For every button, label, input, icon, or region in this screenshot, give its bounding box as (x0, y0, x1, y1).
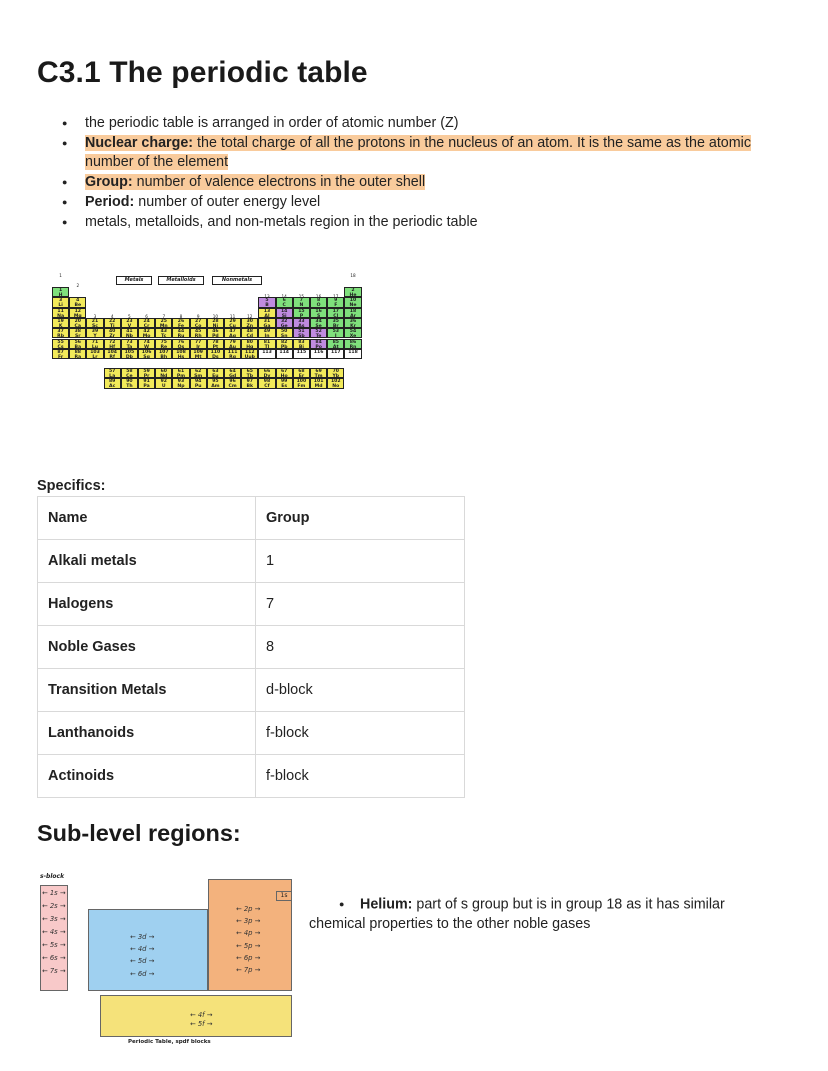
s-row-label: ← 1s → (42, 889, 66, 897)
legend-nonmetals: Nonmetals (212, 276, 262, 285)
bullet-text: the total charge of all the protons in the nucleus of an atom. It is the same as the atomic number of the element (85, 134, 751, 171)
element-cell: 2 He (344, 287, 361, 297)
element-cell: 38 Sr (69, 328, 86, 338)
header-name: Name (38, 497, 256, 540)
element-cell: 118 (344, 349, 361, 359)
actinoid-cell: 94 Pu (190, 378, 207, 388)
group-number: 15 (298, 293, 305, 299)
table-row (38, 626, 465, 669)
element-cell: 110 Ds (207, 349, 224, 359)
s-row-label: ← 4s → (42, 927, 66, 936)
element-cell: 103 Lr (86, 349, 103, 359)
actinoid-cell: 96 Cm (224, 378, 241, 388)
lanthanoid-cell: 70 Yb (327, 368, 344, 378)
group-number: 4 (110, 314, 114, 320)
bullet-term: Group: (85, 174, 133, 191)
element-cell: 12 Mg (69, 308, 86, 318)
element-cell: 71 Lu (86, 339, 103, 349)
helium-text: part of s group but is in group 18 as it has similar chemical properties to the other noble gases (309, 896, 725, 933)
cell-name: Alkali metals (38, 540, 256, 583)
lanthanoid-cell: 69 Tm (310, 368, 327, 378)
element-cell: 44 Ru (172, 328, 189, 338)
f-row-label: ← 5f → (190, 1020, 213, 1029)
element-cell: 49 In (258, 328, 275, 338)
bullet-term: Nuclear charge: (85, 134, 194, 151)
element-cell: 42 Mo (138, 328, 155, 338)
element-cell: 104 Rf (104, 349, 121, 359)
cell-group: 7 (256, 583, 465, 626)
lanthanoid-cell: 58 Ce (121, 368, 138, 378)
cell-group: 8 (256, 626, 465, 669)
table-row (38, 669, 465, 712)
element-cell: 80 Hg (241, 339, 258, 349)
element-cell: 45 Rh (190, 328, 207, 338)
lanthanoid-cell: 66 Dy (258, 368, 275, 378)
element-cell: 17 Cl (327, 308, 344, 318)
bullet-text: number of outer energy level (134, 193, 321, 210)
group-number: 18 (350, 273, 356, 278)
element-cell: 1 H (52, 287, 69, 297)
group-number: 3 (93, 314, 97, 320)
lanthanoid-cell: 62 Sm (190, 368, 207, 378)
element-cell: 4 Be (69, 297, 86, 307)
element-cell: 79 Au (224, 339, 241, 349)
element-cell: 6 C (276, 297, 293, 307)
element-cell: 51 Sb (293, 328, 310, 338)
element-cell: 36 Kr (344, 318, 361, 328)
cell-name: Transition Metals (38, 669, 256, 712)
bullet-term: Period: (85, 193, 135, 210)
group-number: 10 (212, 314, 219, 320)
header-group: Group (256, 497, 465, 540)
table-row (38, 755, 465, 798)
element-cell: 48 Cd (241, 328, 258, 338)
lanthanoid-cell: 59 Pr (138, 368, 155, 378)
actinoid-cell: 102 No (327, 378, 344, 388)
element-cell: 74 W (138, 339, 155, 349)
element-cell: 14 Si (276, 308, 293, 318)
element-cell: 47 Ag (224, 328, 241, 338)
p-row-label: ← 4p → (236, 929, 261, 938)
actinoid-cell: 90 Th (121, 378, 138, 388)
element-cell: 16 S (310, 308, 327, 318)
lanthanoid-cell: 63 Eu (207, 368, 224, 378)
element-cell: 21 Sc (86, 318, 103, 328)
s-row-label: ← 2s → (42, 901, 66, 910)
table-row (38, 583, 465, 626)
lanthanoid-cell: 67 Ho (276, 368, 293, 378)
element-cell: 32 Ge (276, 318, 293, 328)
element-cell: 56 Ba (69, 339, 86, 349)
p-row-label: ← 5p → (236, 941, 261, 950)
cell-name: Actinoids (38, 755, 256, 798)
actinoid-cell: 97 Bk (241, 378, 258, 388)
element-cell: 108 Hs (172, 349, 189, 359)
element-cell: 8 O (310, 297, 327, 307)
element-cell: 113 (258, 349, 275, 359)
table-header-row (38, 497, 465, 540)
bullet-item (62, 114, 792, 134)
s-block-region (40, 885, 68, 991)
group-number: 8 (179, 314, 183, 320)
element-cell: 106 Sg (138, 349, 155, 359)
element-cell: 5 B (258, 297, 275, 307)
element-cell: 50 Sn (276, 328, 293, 338)
element-cell: 112 Uub (241, 349, 258, 359)
element-cell: 54 Xe (344, 328, 361, 338)
actinoid-cell: 99 Es (276, 378, 293, 388)
actinoid-cell: 93 Np (172, 378, 189, 388)
highlighted-text (85, 174, 425, 190)
cell-name: Lanthanoids (38, 712, 256, 755)
legend-metals: Metals (116, 276, 152, 285)
bullet-text: metals, metalloids, and non-metals region in the periodic table (85, 213, 478, 230)
group-number: 16 (315, 293, 322, 299)
lanthanoid-cell: 60 Nd (155, 368, 172, 378)
bullet-item (62, 173, 792, 193)
group-number: 13 (264, 293, 270, 299)
cell-group: 1 (256, 540, 465, 583)
element-cell: 83 Bi (293, 339, 310, 349)
element-cell: 20 Ca (69, 318, 86, 328)
d-row-label: ← 6d → (130, 969, 155, 978)
helium-note (309, 895, 769, 935)
lanthanoid-cell: 57 La (104, 368, 121, 378)
element-cell: 46 Pd (207, 328, 224, 338)
group-number: 5 (128, 314, 131, 320)
element-cell: 86 Rn (344, 339, 361, 349)
periodic-table-image (44, 265, 384, 465)
element-cell: 73 Ta (121, 339, 138, 349)
cell-group: f-block (256, 712, 465, 755)
element-cell: 87 Fr (52, 349, 69, 359)
element-cell: 19 K (52, 318, 69, 328)
lanthanoid-cell: 64 Gd (224, 368, 241, 378)
sublevel-title: Sub-level regions: (37, 820, 241, 846)
actinoid-cell: 89 Ac (104, 378, 121, 388)
element-cell: 25 Mn (155, 318, 172, 328)
p-row-label: ← 2p → (236, 905, 261, 913)
bullet-text: the periodic table is arranged in order of atomic number (Z) (85, 115, 459, 131)
element-cell: 117 (327, 349, 344, 359)
element-cell: 29 Cu (224, 318, 241, 328)
cell-group: f-block (256, 755, 465, 798)
element-cell: 13 Al (258, 308, 275, 318)
d-row-label: ← 5d → (130, 957, 155, 966)
element-cell: 40 Zr (104, 328, 121, 338)
element-cell: 107 Bh (155, 349, 172, 359)
element-cell: 3 Li (52, 297, 69, 307)
group-number: 14 (281, 293, 287, 299)
actinoid-cell: 91 Pa (138, 378, 155, 388)
element-cell: 82 Pb (276, 339, 293, 349)
p-row-label: ← 3p → (236, 917, 261, 926)
element-cell: 52 Te (310, 328, 327, 338)
table-row (38, 540, 465, 583)
cell-group: d-block (256, 669, 465, 712)
bullet-list (62, 114, 792, 232)
lanthanoid-cell: 68 Er (293, 368, 310, 378)
group-number: 9 (196, 314, 200, 320)
actinoid-cell: 95 Am (207, 378, 224, 388)
lanthanoid-cell: 65 Tb (241, 368, 258, 378)
group-number: 7 (162, 314, 166, 320)
element-cell: 75 Re (155, 339, 172, 349)
element-cell: 78 Pt (207, 339, 224, 349)
f-row-label: ← 4f → (190, 1011, 213, 1019)
element-cell: 116 (310, 349, 327, 359)
element-cell: 24 Cr (138, 318, 155, 328)
element-cell: 37 Rb (52, 328, 69, 338)
cell-name: Noble Gases (38, 626, 256, 669)
element-cell: 11 Na (52, 308, 69, 318)
s-block-label: s-block (40, 873, 65, 880)
element-cell: 10 Ne (344, 297, 361, 307)
group-number: 6 (145, 314, 148, 320)
element-cell: 111 Rg (224, 349, 241, 359)
s-row-label: ← 6s → (42, 953, 66, 962)
group-number: 2 (76, 283, 80, 289)
element-cell: 105 Db (121, 349, 138, 359)
element-cell: 114 (276, 349, 293, 359)
element-cell: 31 Ga (258, 318, 275, 328)
d-row-label: ← 4d → (130, 945, 155, 954)
p-row-label: ← 7p → (236, 966, 261, 975)
element-cell: 18 Ar (344, 308, 361, 318)
element-cell: 84 Po (310, 339, 327, 349)
element-cell: 7 N (293, 297, 310, 307)
element-cell: 28 Ni (207, 318, 224, 328)
s-row-label: ← 3s → (42, 914, 66, 923)
actinoid-cell: 101 Md (310, 378, 327, 388)
element-cell: 55 Cs (52, 339, 69, 349)
bullet-item (62, 134, 792, 173)
element-cell: 27 Co (190, 318, 207, 328)
element-cell: 72 Hf (104, 339, 121, 349)
bullet-item (62, 193, 792, 213)
element-cell: 109 Mt (190, 349, 207, 359)
element-cell: 30 Zn (241, 318, 258, 328)
group-number: 17 (333, 293, 339, 299)
lanthanoid-cell: 61 Pm (172, 368, 189, 378)
group-number: 11 (229, 314, 236, 320)
element-cell: 85 At (327, 339, 344, 349)
element-cell: 115 (293, 349, 310, 359)
element-cell: 53 I (327, 328, 344, 338)
table-row (38, 712, 465, 755)
element-cell: 34 Se (310, 318, 327, 328)
spdf-block-diagram (40, 873, 302, 1048)
element-cell: 26 Fe (172, 318, 189, 328)
group-number: 1 (59, 273, 62, 278)
group-number: 12 (247, 314, 253, 320)
helium-term: Helium: (360, 896, 413, 913)
bullet-text: number of valence electrons in the outer shell (132, 174, 426, 191)
diagram-caption: Periodic Table, spdf blocks (128, 1039, 211, 1045)
cell-name: Halogens (38, 583, 256, 626)
helium-cell: 1s (276, 891, 292, 901)
element-cell: 41 Nb (121, 328, 138, 338)
element-cell: 77 Ir (190, 339, 207, 349)
element-cell: 43 Tc (155, 328, 172, 338)
element-cell: 35 Br (327, 318, 344, 328)
specifics-table (37, 496, 465, 798)
actinoid-cell: 92 U (155, 378, 172, 388)
highlighted-text (85, 135, 751, 171)
element-cell: 88 Ra (69, 349, 86, 359)
element-cell: 23 V (121, 318, 138, 328)
element-cell: 81 Tl (258, 339, 275, 349)
p-row-label: ← 6p → (236, 953, 261, 962)
s-row-label: ← 7s → (42, 966, 66, 975)
actinoid-cell: 100 Fm (293, 378, 310, 388)
element-cell: 76 Os (172, 339, 189, 349)
element-cell: 9 F (327, 297, 344, 307)
actinoid-cell: 98 Cf (258, 378, 275, 388)
page-title: C3.1 The periodic table (37, 56, 368, 89)
element-cell: 15 P (293, 308, 310, 318)
element-cell: 33 As (293, 318, 310, 328)
bullet-dot: ● (339, 899, 345, 909)
element-cell: 39 Y (86, 328, 103, 338)
specifics-label: Specifics: (37, 478, 106, 494)
bullet-item (62, 213, 792, 233)
s-row-label: ← 5s → (42, 940, 66, 949)
legend-metalloids: Metalloids (158, 276, 204, 285)
d-row-label: ← 3d → (130, 933, 155, 941)
element-cell: 22 Ti (104, 318, 121, 328)
